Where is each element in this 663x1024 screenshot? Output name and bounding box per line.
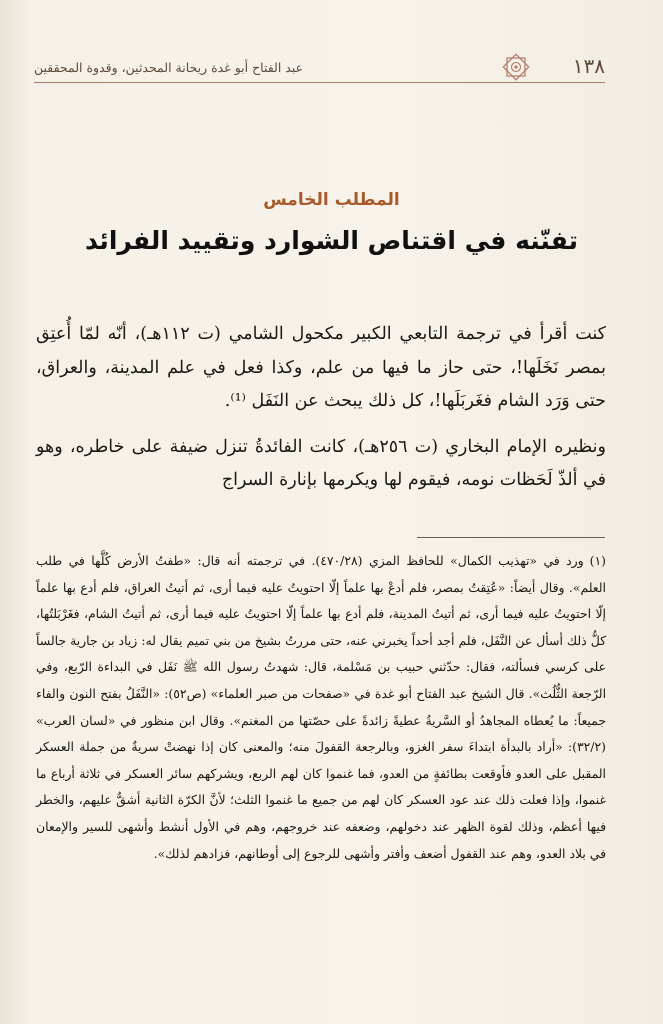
footnote-number: (١): [589, 553, 606, 568]
header-divider: [34, 82, 605, 83]
running-title: عبد الفتاح أبو غدة ريحانة المحدثين، وقدوة المحققين: [34, 60, 304, 75]
paragraph: كنت أقرأ في ترجمة التابعي الكبير مكحول الشامي (ت ١١٢هـ)، أنّه لمّا أُعتِق بمصر نَخَلَها!، حتى حاز ما فيها من علم، وكذا فعل في علم المدينة، والعراق، حتى وَرَد الشام فغَربَلَها!، كل ذلك يبحث عن النَفَل ⁽¹⁾.: [36, 324, 606, 411]
paragraph: ونظيره الإمام البخاري (ت ٢٥٦هـ)، كانت الفائدةُ تنزل ضيفة على خاطره، وهو في ألذّ لَحَظات نومه، فيقوم لها ويكرمها بإنارة السراج: [36, 436, 606, 490]
page-number: ١٣٨: [572, 54, 605, 78]
star-ornament-icon: [501, 52, 531, 82]
page-header: [34, 52, 605, 86]
section-label: المطلب الخامس: [263, 190, 400, 210]
footnotes: [36, 548, 606, 867]
footnote-item: [36, 548, 606, 867]
footnote-divider: [417, 537, 605, 538]
main-text: [36, 318, 606, 510]
section-title: تفنّنه في اقتناص الشوارد وتقييد الفرائد: [84, 226, 579, 255]
footnote-text: ورد في «تهذيب الكمال» للحافظ المزي (٤٧٠/٢٨). في ترجمته أنه قال: «طفتُ الأرض كُلَّها في طلب العلم». وقال أيضاً: «عُتِقتُ بمصر، فلم أدعْ بها علماً إلّا احتويتُ عليه فيما أرى، ثم أتيتُ العراق، فلم أدع بها علماً إلّا احتويتُ عليه فيما أرى، ثم أتيتُ المدينة، فلم أدع بها علماً إلّا احتويتُ عليه فيما أرى، ثم أتيتُ الشام، فغَرْبَلتُها، كلُّ ذلك أسأل عن النَّفَل، فلم أجد أحداً يخبرني عنه، حتى مررتُ بشيخ من بني تميم يقال له: زياد بن جارية جالساً على كرسي فسألته، فقال: حدّثني حبيب بن مَسْلمة، قال: شهدتُ رسول الله ﷺ نَفَل في البداءة الرّبع، وفي الرّجعة الثُّلُث». قال الشيخ عبد الفتاح أبو غدة في «صفحات من صبر العلماء» (ص٥٢): «النَّفَلُ بفتح النون والفاء جميعاً: ما يُعطاه المجاهدُ أو السَّريةُ عطيةً زائدةً على حصّتها من المغنم». وقال ابن منظور في «لسان العرب» (٣٢/٢): «أراد بالبدأة ابتداءَ سفر الغزو، وبالرجعة القفولَ منه؛ والمعنى كان إذا نهضتْ سريةٌ من جملة العسكر المقبل على العدو فأوقعت بطائفةٍ من العدو، فما غنموا كان لهم الربع، ويشركهم سائر العسكر في ثلاثة أرباع ما غنموا، وإذا فعلت ذلك عند عود العسكر كان لهم من جميع ما غنموا الثلث؛ لأنَّ الكرّة الثانية أشقُّ عليهم، والخطر فيها أعظم، وذلك لقوة الظهر عند دخولهم، وضعفه عند خروجهم، وهم في الأول أنشط وأشهى للسير والإمعان في بلاد العدو، وهم عند القفول أضعف وأفتر وأشهى للرجوع إلى أوطانهم، فزادهم لذلك».: [36, 553, 607, 861]
